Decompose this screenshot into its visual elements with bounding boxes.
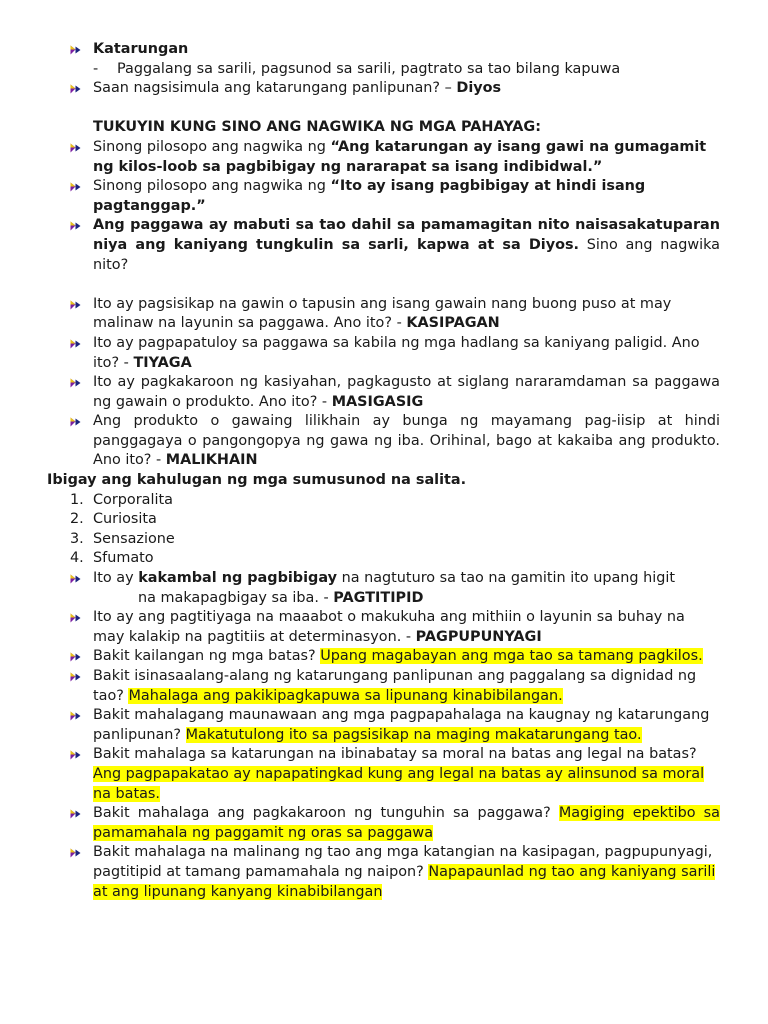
quote-text: “Ang katarungan ay isang gawi na gumagamit ng kilos-loob sa pagbibigay ng nararapat sa isang indibidwal.” — [93, 138, 707, 175]
item-number: 3. — [70, 530, 84, 547]
list-item — [0, 843, 768, 902]
answer-text: PAGPUPUNYAGI — [415, 628, 542, 645]
question-text: Sino ang nagwika nito? — [93, 236, 720, 273]
term-text: Sensazione — [93, 530, 175, 547]
dash-marker: - — [93, 60, 99, 77]
answer-text: PAGTITIPID — [333, 589, 424, 606]
arrow-bullet-icon — [70, 182, 81, 192]
list-item — [0, 79, 768, 99]
quote-text: “Ito ay isang pagbibigay at hindi isang pagtanggap.” — [93, 178, 646, 214]
heading-text: TUKUYIN KUNG SINO ANG NAGWIKA NG MGA PAHAYAG: — [93, 119, 541, 136]
answer-text: TIYAGA — [133, 354, 192, 371]
list-item — [0, 60, 768, 80]
numbered-item — [0, 510, 768, 530]
arrow-bullet-icon — [70, 378, 81, 388]
arrow-bullet-icon — [70, 45, 81, 55]
item-number: 4. — [70, 550, 84, 567]
arrow-bullet-icon — [70, 613, 81, 623]
highlighted-answer: Ang pagpapakatao ay napapatingkad kung ang legal na batas ay alinsunod sa moral na batas. — [93, 765, 705, 802]
question-text: na nagtuturo sa tao na gamitin ito upang higit — [337, 570, 676, 587]
highlighted-answer: Upang magabayan ang mga tao sa tamang pagkilos. — [320, 648, 703, 665]
question-text: Bakit mahalagang maunawaan ang mga pagpapahalaga na kaugnay ng katarungang panlipunan? — [93, 707, 710, 743]
question-text: Bakit mahalaga sa katarungan na ibinabatay sa moral na batas ang legal na batas? — [93, 746, 697, 763]
question-text: Bakit mahalaga na malinang ng tao ang mga katangian na kasipagan, pagpupunyagi, pagtitipid at tamang pamamahala ng naipon? — [93, 844, 713, 880]
question-text: Sinong pilosopo ang nagwika ng — [93, 138, 331, 155]
list-item — [0, 373, 768, 412]
list-item — [0, 216, 768, 275]
question-text: na makapagbigay sa iba. - — [138, 589, 334, 606]
question-text: Bakit kailangan ng mga batas? — [93, 648, 321, 665]
answer-text: MASIGASIG — [331, 393, 424, 410]
term-title: Katarungan — [93, 41, 189, 57]
item-number: 1. — [70, 491, 84, 508]
highlighted-answer: Magiging epektibo sa pamamahala ng paggamit ng oras sa paggawa — [93, 805, 720, 841]
blank-line — [0, 275, 768, 295]
emphasis-text: kakambal ng pagbibigay — [138, 570, 337, 587]
list-item — [0, 667, 768, 706]
definition-text: Paggalang sa sarili, pagsunod sa sarili, pagtrato sa tao bilang kapuwa — [117, 60, 621, 77]
arrow-bullet-icon — [70, 848, 81, 858]
numbered-item — [0, 491, 768, 511]
highlighted-answer: Napapaunlad ng tao ang kaniyang sarili at ang lipunang kanyang kinabibilangan — [93, 863, 716, 900]
list-item — [0, 647, 768, 667]
section-heading — [0, 118, 768, 138]
question-text: Ito ay ang pagtitiyaga na maaabot o makukuha ang mithiin o layunin sa buhay na may kalakip na pagtitiis at determinasyon. - — [93, 609, 685, 645]
arrow-bullet-icon — [70, 300, 81, 310]
arrow-bullet-icon — [70, 221, 81, 231]
list-item — [0, 412, 768, 471]
list-item — [0, 40, 768, 60]
heading-text: Ibigay ang kahulugan ng mga sumusunod na salita. — [47, 472, 467, 489]
arrow-bullet-icon — [70, 574, 81, 584]
numbered-item — [0, 530, 768, 550]
highlighted-answer: Mahalaga ang pakikipagkapuwa sa lipunang kinabibilangan. — [128, 687, 563, 704]
question-text: Bakit isinasaalang-alang ng katarungang panlipunan ang paggalang sa dignidad ng tao? — [93, 668, 697, 704]
question-text: Bakit mahalaga ang pagkakaroon ng tunguhin sa paggawa? — [93, 805, 559, 822]
list-item — [0, 177, 768, 216]
answer-text: KASIPAGAN — [406, 315, 500, 332]
continuation-line — [93, 589, 720, 609]
arrow-bullet-icon — [70, 417, 81, 427]
arrow-bullet-icon — [70, 809, 81, 819]
arrow-bullet-icon — [70, 750, 81, 760]
quote-text: Ang paggawa ay mabuti sa tao dahil sa pamamagitan nito naisasakatuparan niya ang kaniyang tungkulin sa sarli, kapwa at sa Diyos. — [93, 217, 720, 253]
question-text: Ang produkto o gawaing lilikhain ay bunga ng mayamang pag-iisip at hindi panggagaya o pangongopya ng gawa ng iba. Orihinal, bago at kakaiba ang produkto. Ano ito? - — [93, 413, 720, 469]
arrow-bullet-icon — [70, 672, 81, 682]
section-heading — [0, 471, 768, 491]
question-text: Ito ay pagkakaroon ng kasiyahan, pagkagusto at siglang nararamdaman sa paggawa ng gawain o produkto. Ano ito? - — [93, 374, 720, 410]
item-number: 2. — [70, 511, 84, 528]
arrow-bullet-icon — [70, 84, 81, 94]
answer-text: MALIKHAIN — [165, 452, 258, 469]
list-item — [0, 706, 768, 745]
question-text: Ito ay pagpapatuloy sa paggawa sa kabila ng mga hadlang sa kaniyang paligid. Ano ito? - — [93, 334, 700, 371]
term-text: Curiosita — [93, 511, 157, 528]
arrow-bullet-icon — [70, 711, 81, 721]
answer-text: Diyos — [456, 80, 502, 97]
list-item — [0, 334, 768, 373]
question-text: Ito ay — [93, 570, 139, 587]
highlighted-answer: Makatutulong ito sa pagsisikap na maging makatarungang tao. — [185, 726, 642, 743]
numbered-item — [0, 549, 768, 569]
arrow-bullet-icon — [70, 652, 81, 662]
list-item — [0, 138, 768, 177]
arrow-bullet-icon — [70, 143, 81, 153]
list-item — [0, 608, 768, 647]
arrow-bullet-icon — [70, 339, 81, 349]
list-item — [0, 804, 768, 843]
question-text: Sinong pilosopo ang nagwika ng — [93, 178, 331, 195]
list-item — [0, 569, 768, 608]
list-item — [0, 295, 768, 334]
term-text: Corporalita — [93, 491, 173, 508]
list-item — [0, 745, 768, 804]
term-text: Sfumato — [93, 550, 154, 567]
question-text: Ito ay pagsisikap na gawin o tapusin ang isang gawain nang buong puso at may malinaw na layunin sa paggawa. Ano ito? - — [93, 295, 672, 332]
question-text: Saan nagsisimula ang katarungang panlipunan? – — [93, 80, 457, 97]
